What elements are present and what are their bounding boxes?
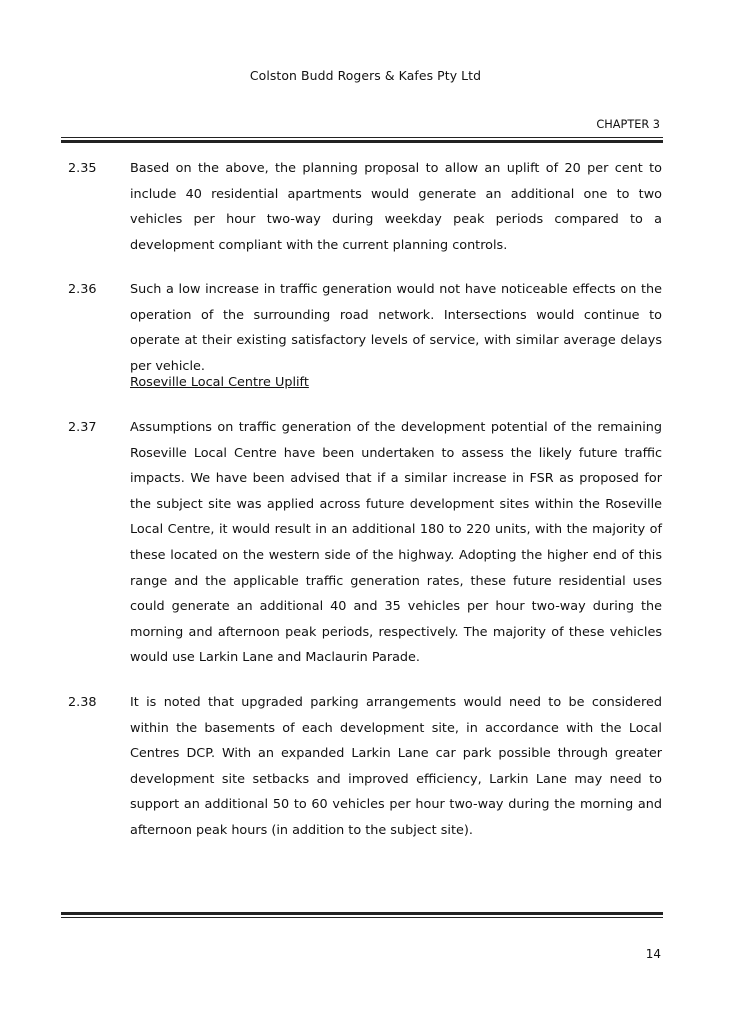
paragraph-2-35 — [68, 156, 662, 258]
footer-rule — [61, 912, 663, 918]
paragraph-number: 2.36 — [68, 282, 97, 297]
paragraph-number: 2.35 — [68, 161, 97, 176]
chapter-label: CHAPTER 3 — [596, 118, 660, 131]
header-rule — [61, 137, 663, 143]
paragraph-number: 2.38 — [68, 695, 97, 710]
paragraph-number: 2.37 — [68, 420, 97, 435]
paragraph-text: It is noted that upgraded parking arrangements would need to be considered within the basements of each development site, in accordance with the Local Centres DCP. With an expanded Larkin Lane car park possible through greater development site setbacks and improved efficiency, Larkin Lane may need to support an additional 50 to 60 vehicles per hour two-way during the morning and afternoon peak hours (in addition to the subject site). — [130, 695, 662, 838]
paragraph-text: Such a low increase in traffic generation would not have noticeable effects on the operation of the surrounding road network. Intersections would continue to operate at their existing satisfactory levels of service, with similar average delays per vehicle. — [130, 282, 662, 374]
page-number: 14 — [645, 947, 661, 961]
paragraph-text: Assumptions on traffic generation of the development potential of the remaining Roseville Local Centre have been undertaken to assess the likely future traffic impacts. We have been advised that if a similar increase in FSR as proposed for the subject site was applied across future development sites within the Roseville Local Centre, it would result in an additional 180 to 220 units, with the majority of these located on the western side of the highway. Adopting the higher end of this range and the applicable traffic generation rates, these future residential uses could generate an additional 40 and 35 vehicles per hour two-way during the morning and afternoon peak periods, respectively. The majority of these vehicles would use Larkin Lane and Maclaurin Parade. — [130, 420, 662, 666]
paragraph-2-36 — [68, 277, 662, 379]
paragraph-text: Based on the above, the planning proposal to allow an uplift of 20 per cent to include 40 residential apartments would generate an additional one to two vehicles per hour two-way during weekday peak periods compared to a development compliant with the current planning controls. — [130, 161, 662, 253]
paragraph-2-37 — [68, 415, 662, 671]
section-heading: Roseville Local Centre Uplift — [130, 375, 309, 390]
paragraph-2-38 — [68, 690, 662, 844]
company-name: Colston Budd Rogers & Kafes Pty Ltd — [249, 68, 482, 83]
